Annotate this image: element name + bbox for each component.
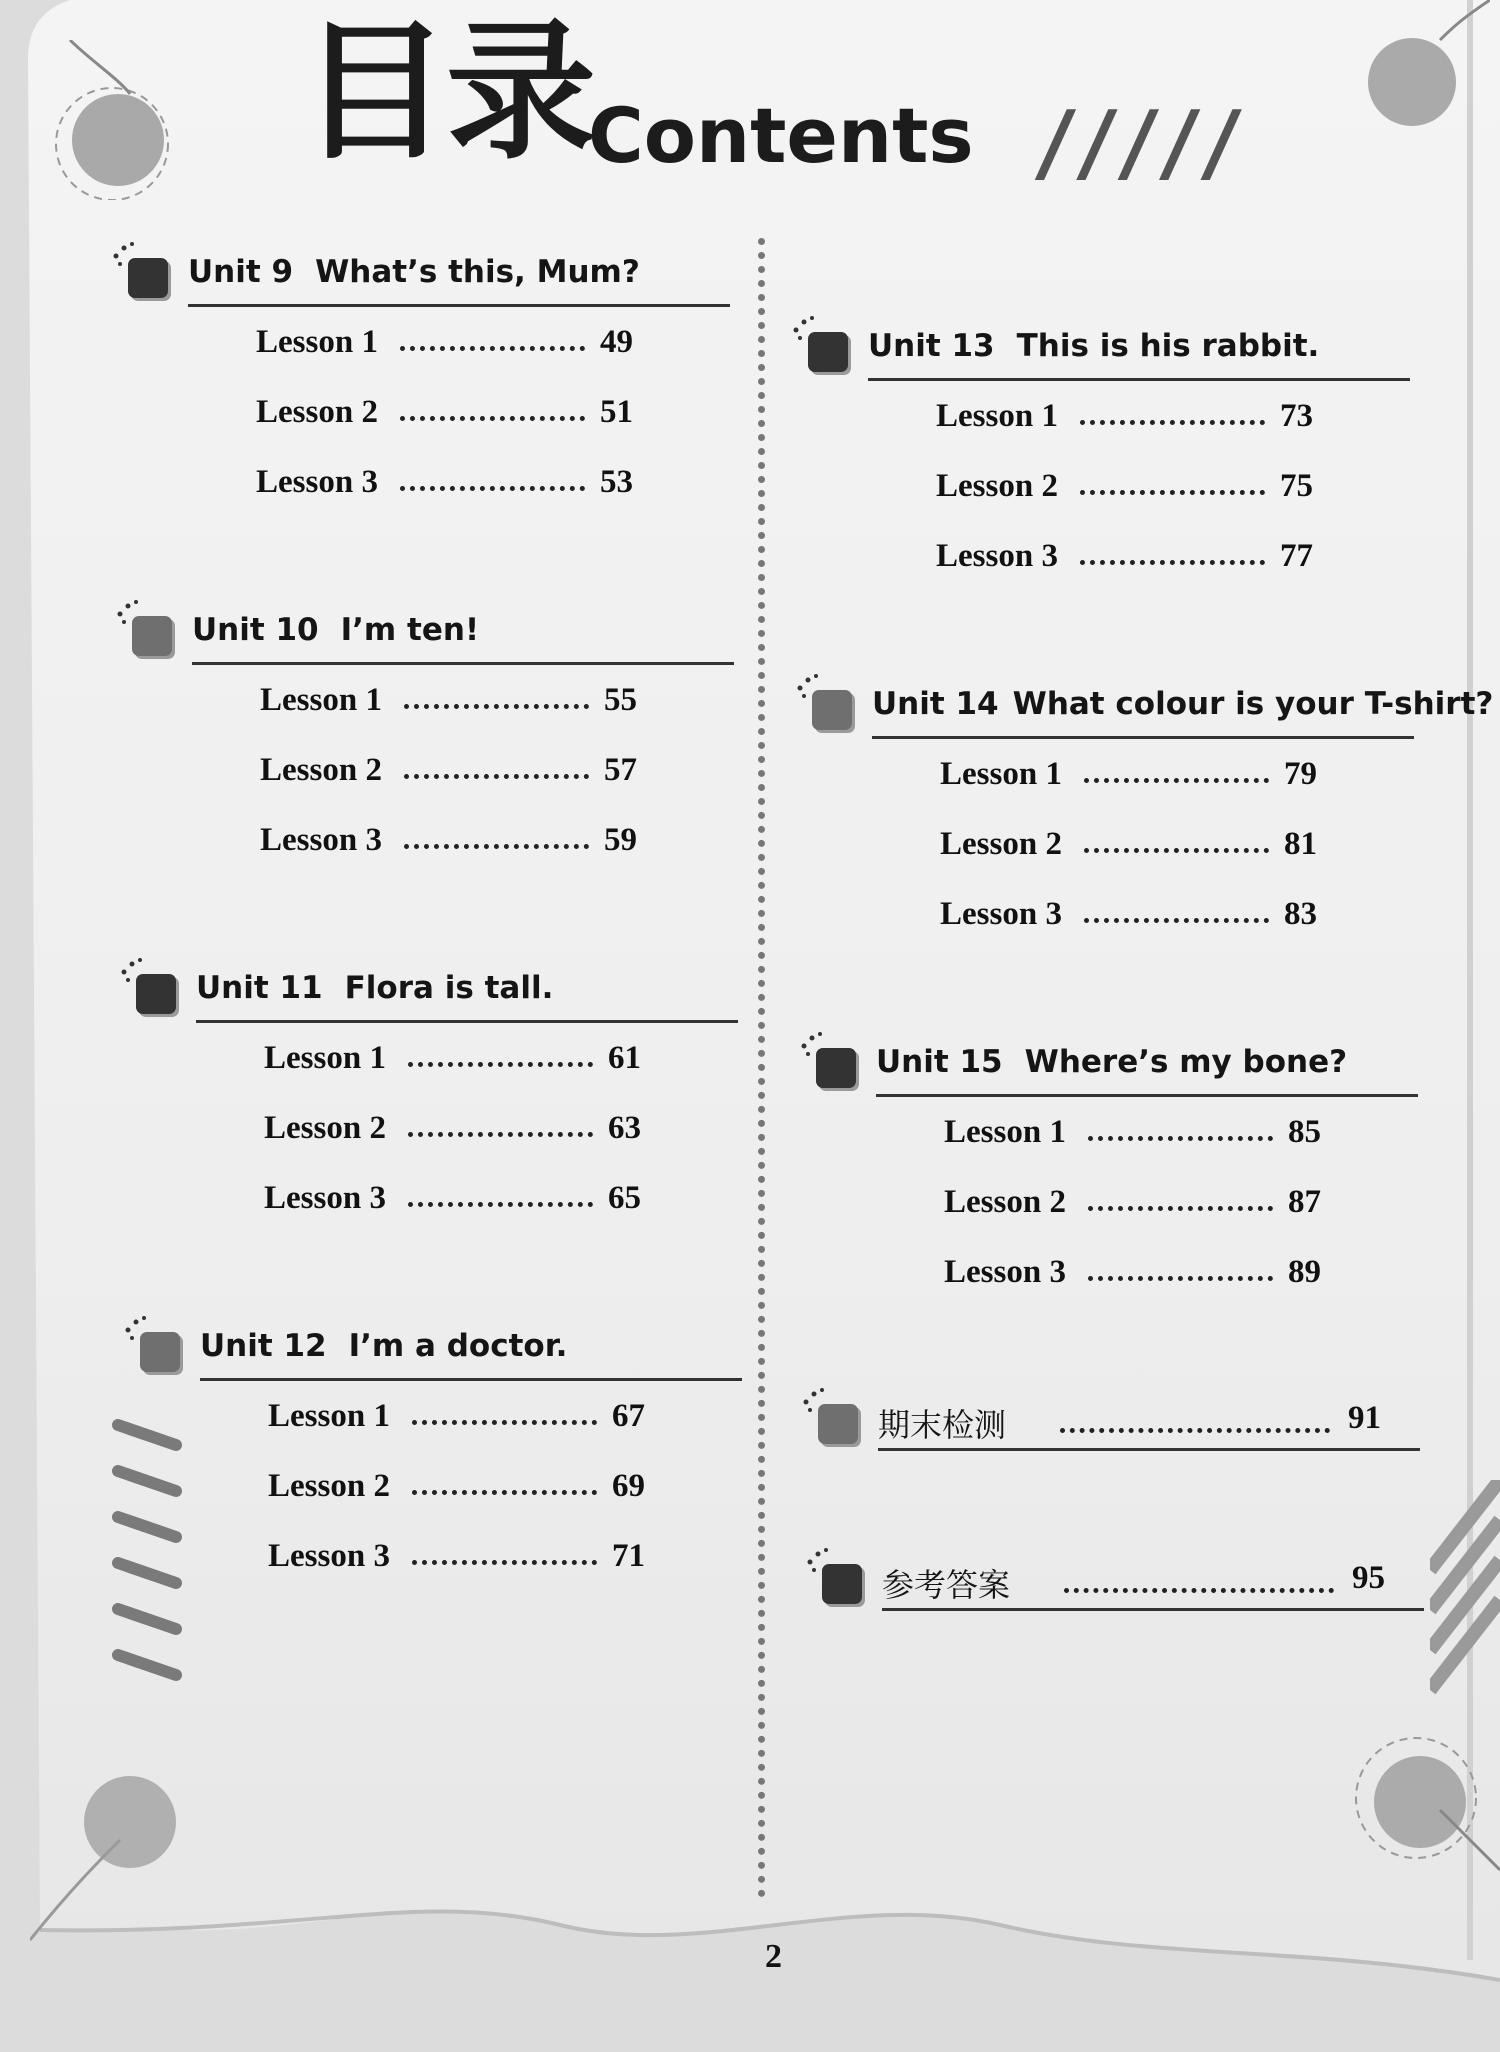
unit-header (798, 1030, 1418, 1094)
lesson-label: Lesson 1 (256, 324, 378, 360)
unit-header (118, 956, 738, 1020)
lesson-label: Lesson 3 (264, 1180, 386, 1216)
leader-dots (1084, 828, 1269, 853)
lesson-entry[interactable] (790, 532, 1410, 602)
lesson-label: Lesson 3 (936, 538, 1058, 574)
lesson-label: Lesson 1 (940, 756, 1062, 792)
unit-number: Unit 15 (876, 1044, 1003, 1080)
square-bullet-icon (812, 690, 852, 730)
lesson-label: Lesson 1 (260, 682, 382, 718)
column-divider (758, 238, 765, 1898)
unit-name: What colour is your T-shirt? (1012, 686, 1494, 722)
square-bullet-icon (822, 1564, 862, 1604)
unit-title (872, 686, 1493, 722)
unit-header (794, 672, 1494, 736)
leader-dots (412, 1470, 597, 1495)
lesson-page-number: 51 (600, 394, 633, 430)
unit-name: Where’s my bone? (1024, 1044, 1348, 1080)
corner-circle-bottom-right (1340, 1720, 1500, 1880)
extra-page-number: 91 (1348, 1400, 1381, 1436)
lesson-entry[interactable] (110, 458, 730, 528)
title-slash-decoration: ///// (1032, 93, 1255, 193)
toc-final-test[interactable] (800, 1386, 1420, 1466)
lesson-entry[interactable] (114, 746, 734, 816)
toc-unit-9 (110, 240, 730, 528)
page-title-chinese: 目录 (300, 6, 593, 180)
leader-dots (408, 1182, 593, 1207)
lesson-entry[interactable] (790, 392, 1410, 462)
leader-dots (1088, 1116, 1273, 1141)
lesson-entry[interactable] (790, 462, 1410, 532)
square-bullet-icon (128, 258, 168, 298)
lesson-label: Lesson 3 (260, 822, 382, 858)
stripes-right (1430, 1480, 1500, 1700)
lesson-entry[interactable] (118, 1174, 738, 1244)
unit-name: I’m ten! (340, 612, 480, 648)
lesson-page-number: 79 (1284, 756, 1317, 792)
square-bullet-icon (132, 616, 172, 656)
lesson-page-number: 81 (1284, 826, 1317, 862)
unit-number: Unit 10 (192, 612, 319, 648)
leader-dots (408, 1042, 593, 1067)
leader-dots (404, 824, 589, 849)
leader-dots (408, 1112, 593, 1137)
lesson-entry[interactable] (798, 1248, 1418, 1318)
page-title-english: Contents (588, 91, 974, 180)
square-bullet-icon (808, 332, 848, 372)
unit-underline (882, 1608, 1424, 1611)
lesson-label: Lesson 2 (260, 752, 382, 788)
unit-underline (868, 378, 1410, 381)
unit-name: What’s this, Mum? (315, 254, 640, 290)
lesson-label: Lesson 3 (940, 896, 1062, 932)
corner-circle-top-right (1340, 0, 1490, 140)
unit-header (122, 1314, 742, 1378)
lesson-page-number: 61 (608, 1040, 641, 1076)
lesson-page-number: 71 (612, 1538, 645, 1574)
lesson-entry[interactable] (794, 890, 1414, 960)
unit-number: Unit 13 (868, 328, 995, 364)
leader-dots (412, 1400, 597, 1425)
leader-dots (400, 396, 585, 421)
unit-header (110, 240, 730, 304)
toc-unit-12 (122, 1314, 742, 1602)
unit-underline (876, 1094, 1418, 1097)
lesson-page-number: 53 (600, 464, 633, 500)
unit-header (114, 598, 734, 662)
lesson-page-number: 57 (604, 752, 637, 788)
square-bullet-icon (136, 974, 176, 1014)
lesson-entry[interactable] (794, 820, 1414, 890)
lesson-entry[interactable] (122, 1462, 742, 1532)
unit-title (876, 1044, 1347, 1080)
lesson-page-number: 77 (1280, 538, 1313, 574)
lesson-entry[interactable] (122, 1532, 742, 1602)
lesson-label: Lesson 1 (944, 1114, 1066, 1150)
leader-dots (412, 1540, 597, 1565)
leader-dots (1080, 540, 1265, 565)
lesson-page-number: 87 (1288, 1184, 1321, 1220)
square-bullet-icon (818, 1404, 858, 1444)
unit-underline (192, 662, 734, 665)
lesson-page-number: 75 (1280, 468, 1313, 504)
lesson-entry[interactable] (798, 1178, 1418, 1248)
lesson-label: Lesson 1 (268, 1398, 390, 1434)
leader-dots (404, 754, 589, 779)
unit-underline (872, 736, 1414, 739)
lesson-page-number: 59 (604, 822, 637, 858)
toc-unit-14 (794, 672, 1494, 960)
lesson-entry[interactable] (118, 1104, 738, 1174)
lesson-label: Lesson 3 (944, 1254, 1066, 1290)
unit-number: Unit 12 (200, 1328, 327, 1364)
lesson-entry[interactable] (122, 1392, 742, 1462)
leader-dots (1084, 758, 1269, 783)
unit-name: This is his rabbit. (1016, 328, 1320, 364)
leader-dots (1088, 1256, 1273, 1281)
lesson-page-number: 85 (1288, 1114, 1321, 1150)
leader-dots (400, 466, 585, 491)
leader-dots (1060, 1408, 1330, 1433)
lesson-entry[interactable] (114, 676, 734, 746)
lesson-page-number: 63 (608, 1110, 641, 1146)
extra-title: 期末检测 (878, 1406, 1007, 1444)
unit-underline (878, 1448, 1420, 1451)
unit-name: Flora is tall. (344, 970, 554, 1006)
corner-circle-bottom-left (30, 1770, 190, 1950)
unit-underline (200, 1378, 742, 1381)
leader-dots (404, 684, 589, 709)
unit-title (188, 254, 640, 290)
page-number: 2 (765, 1938, 782, 1975)
toc-unit-11 (118, 956, 738, 1244)
lesson-label: Lesson 3 (256, 464, 378, 500)
lesson-page-number: 49 (600, 324, 633, 360)
unit-title (868, 328, 1319, 364)
leader-dots (1080, 400, 1265, 425)
lesson-page-number: 69 (612, 1468, 645, 1504)
square-bullet-icon (816, 1048, 856, 1088)
unit-underline (196, 1020, 738, 1023)
lesson-page-number: 55 (604, 682, 637, 718)
unit-title (192, 612, 479, 648)
unit-title (196, 970, 553, 1006)
lesson-entry[interactable] (798, 1108, 1418, 1178)
unit-number: Unit 9 (188, 254, 294, 290)
lesson-label: Lesson 2 (940, 826, 1062, 862)
unit-title (200, 1328, 567, 1364)
lesson-page-number: 73 (1280, 398, 1313, 434)
lesson-page-number: 89 (1288, 1254, 1321, 1290)
unit-name: I’m a doctor. (348, 1328, 568, 1364)
lesson-label: Lesson 3 (268, 1538, 390, 1574)
toc-unit-10 (114, 598, 734, 886)
lesson-label: Lesson 2 (268, 1468, 390, 1504)
lesson-label: Lesson 2 (256, 394, 378, 430)
lesson-entry[interactable] (794, 750, 1414, 820)
leader-dots (1088, 1186, 1273, 1211)
leader-dots (400, 326, 585, 351)
corner-circle-top-left (50, 40, 190, 200)
toc-answer-key[interactable] (804, 1546, 1424, 1626)
lesson-page-number: 67 (612, 1398, 645, 1434)
unit-number: Unit 14 (872, 686, 999, 722)
lesson-page-number: 83 (1284, 896, 1317, 932)
toc-unit-15 (798, 1030, 1418, 1318)
extra-title: 参考答案 (882, 1566, 1011, 1604)
leader-dots (1084, 898, 1269, 923)
unit-underline (188, 304, 730, 307)
unit-number: Unit 11 (196, 970, 323, 1006)
toc-unit-13 (790, 314, 1410, 602)
lesson-entry[interactable] (114, 816, 734, 886)
lesson-label: Lesson 2 (264, 1110, 386, 1146)
lesson-entry[interactable] (110, 318, 730, 388)
square-bullet-icon (140, 1332, 180, 1372)
lesson-label: Lesson 2 (944, 1184, 1066, 1220)
extra-page-number: 95 (1352, 1560, 1385, 1596)
lesson-page-number: 65 (608, 1180, 641, 1216)
lesson-entry[interactable] (118, 1034, 738, 1104)
lesson-entry[interactable] (110, 388, 730, 458)
unit-header (790, 314, 1410, 378)
leader-dots (1064, 1568, 1334, 1593)
lesson-label: Lesson 1 (264, 1040, 386, 1076)
leader-dots (1080, 470, 1265, 495)
lesson-label: Lesson 2 (936, 468, 1058, 504)
lesson-label: Lesson 1 (936, 398, 1058, 434)
